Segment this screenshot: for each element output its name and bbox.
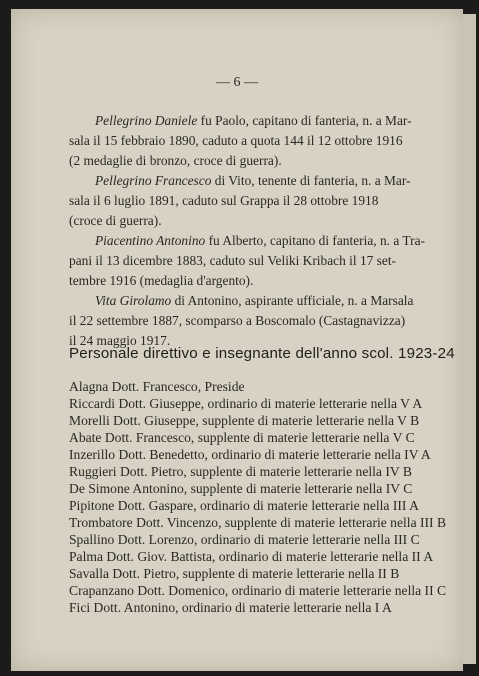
entry-name: Pellegrino Daniele [95, 113, 198, 128]
staff-line: De Simone Antonino, supplente di materie letterarie nella IV C [69, 481, 413, 496]
entry-first-line: Pellegrino Daniele fu Paolo, capitano di fanteria, n. a Mar- [95, 113, 412, 128]
entry-line: sala il 15 febbraio 1890, caduto a quota 144 il 12 ottobre 1916 [69, 133, 403, 148]
entry-first-line: Piacentino Antonino fu Alberto, capitano di fanteria, n. a Tra- [95, 233, 425, 248]
entry-line: (2 medaglie di bronzo, croce di guerra). [69, 153, 282, 168]
staff-line: Alagna Dott. Francesco, Preside [69, 379, 245, 394]
entry-first-line: Pellegrino Francesco di Vito, tenente di fanteria, n. a Mar- [95, 173, 411, 188]
staff-line: Palma Dott. Giov. Battista, ordinario di materie letterarie nella II A [69, 549, 434, 564]
entry-first-line: Vita Girolamo di Antonino, aspirante ufficiale, n. a Marsala [95, 293, 414, 308]
staff-line: Spallino Dott. Lorenzo, ordinario di materie letterarie nella III C [69, 532, 420, 547]
entry-name: Pellegrino Francesco [95, 173, 212, 188]
page-number: — 6 — [216, 75, 258, 90]
staff-line: Savalla Dott. Pietro, supplente di materie letterarie nella II B [69, 566, 400, 581]
staff-line: Inzerillo Dott. Benedetto, ordinario di materie letterarie nella IV A [69, 447, 431, 462]
entry-name: Piacentino Antonino [95, 233, 206, 248]
staff-line: Abate Dott. Francesco, supplente di materie letterarie nella V C [69, 430, 415, 445]
staff-line: Pipitone Dott. Gaspare, ordinario di materie letterarie nella III A [69, 498, 419, 513]
staff-line: Morelli Dott. Giuseppe, supplente di materie letterarie nella V B [69, 413, 420, 428]
entry-line: il 22 settembre 1887, scomparso a Boscomalo (Castagnavizza) [69, 313, 406, 328]
entry-line: pani il 13 dicembre 1883, caduto sul Veliki Kribach il 17 set- [69, 253, 397, 268]
staff-line: Fici Dott. Antonino, ordinario di materie letterarie nella I A [69, 600, 392, 615]
staff-line: Crapanzano Dott. Domenico, ordinario di materie letterarie nella II C [69, 583, 447, 598]
staff-line: Trombatore Dott. Vincenzo, supplente di materie letterarie nella III B [69, 515, 447, 530]
entry-line: tembre 1916 (medaglia d'argento). [69, 273, 254, 288]
entry-line: (croce di guerra). [69, 213, 162, 228]
entry-line: sala il 6 luglio 1891, caduto sul Grappa il 28 ottobre 1918 [69, 193, 379, 208]
document-page [11, 9, 463, 671]
staff-line: Riccardi Dott. Giuseppe, ordinario di materie letterarie nella V A [69, 396, 423, 411]
entry-line: il 24 maggio 1917. [69, 333, 171, 348]
entry-name: Vita Girolamo [95, 293, 172, 308]
section-heading: Personale direttivo e insegnante dell'anno scol. 1923-24 [69, 345, 455, 362]
staff-line: Ruggieri Dott. Pietro, supplente di materie letterarie nella IV B [69, 464, 412, 479]
